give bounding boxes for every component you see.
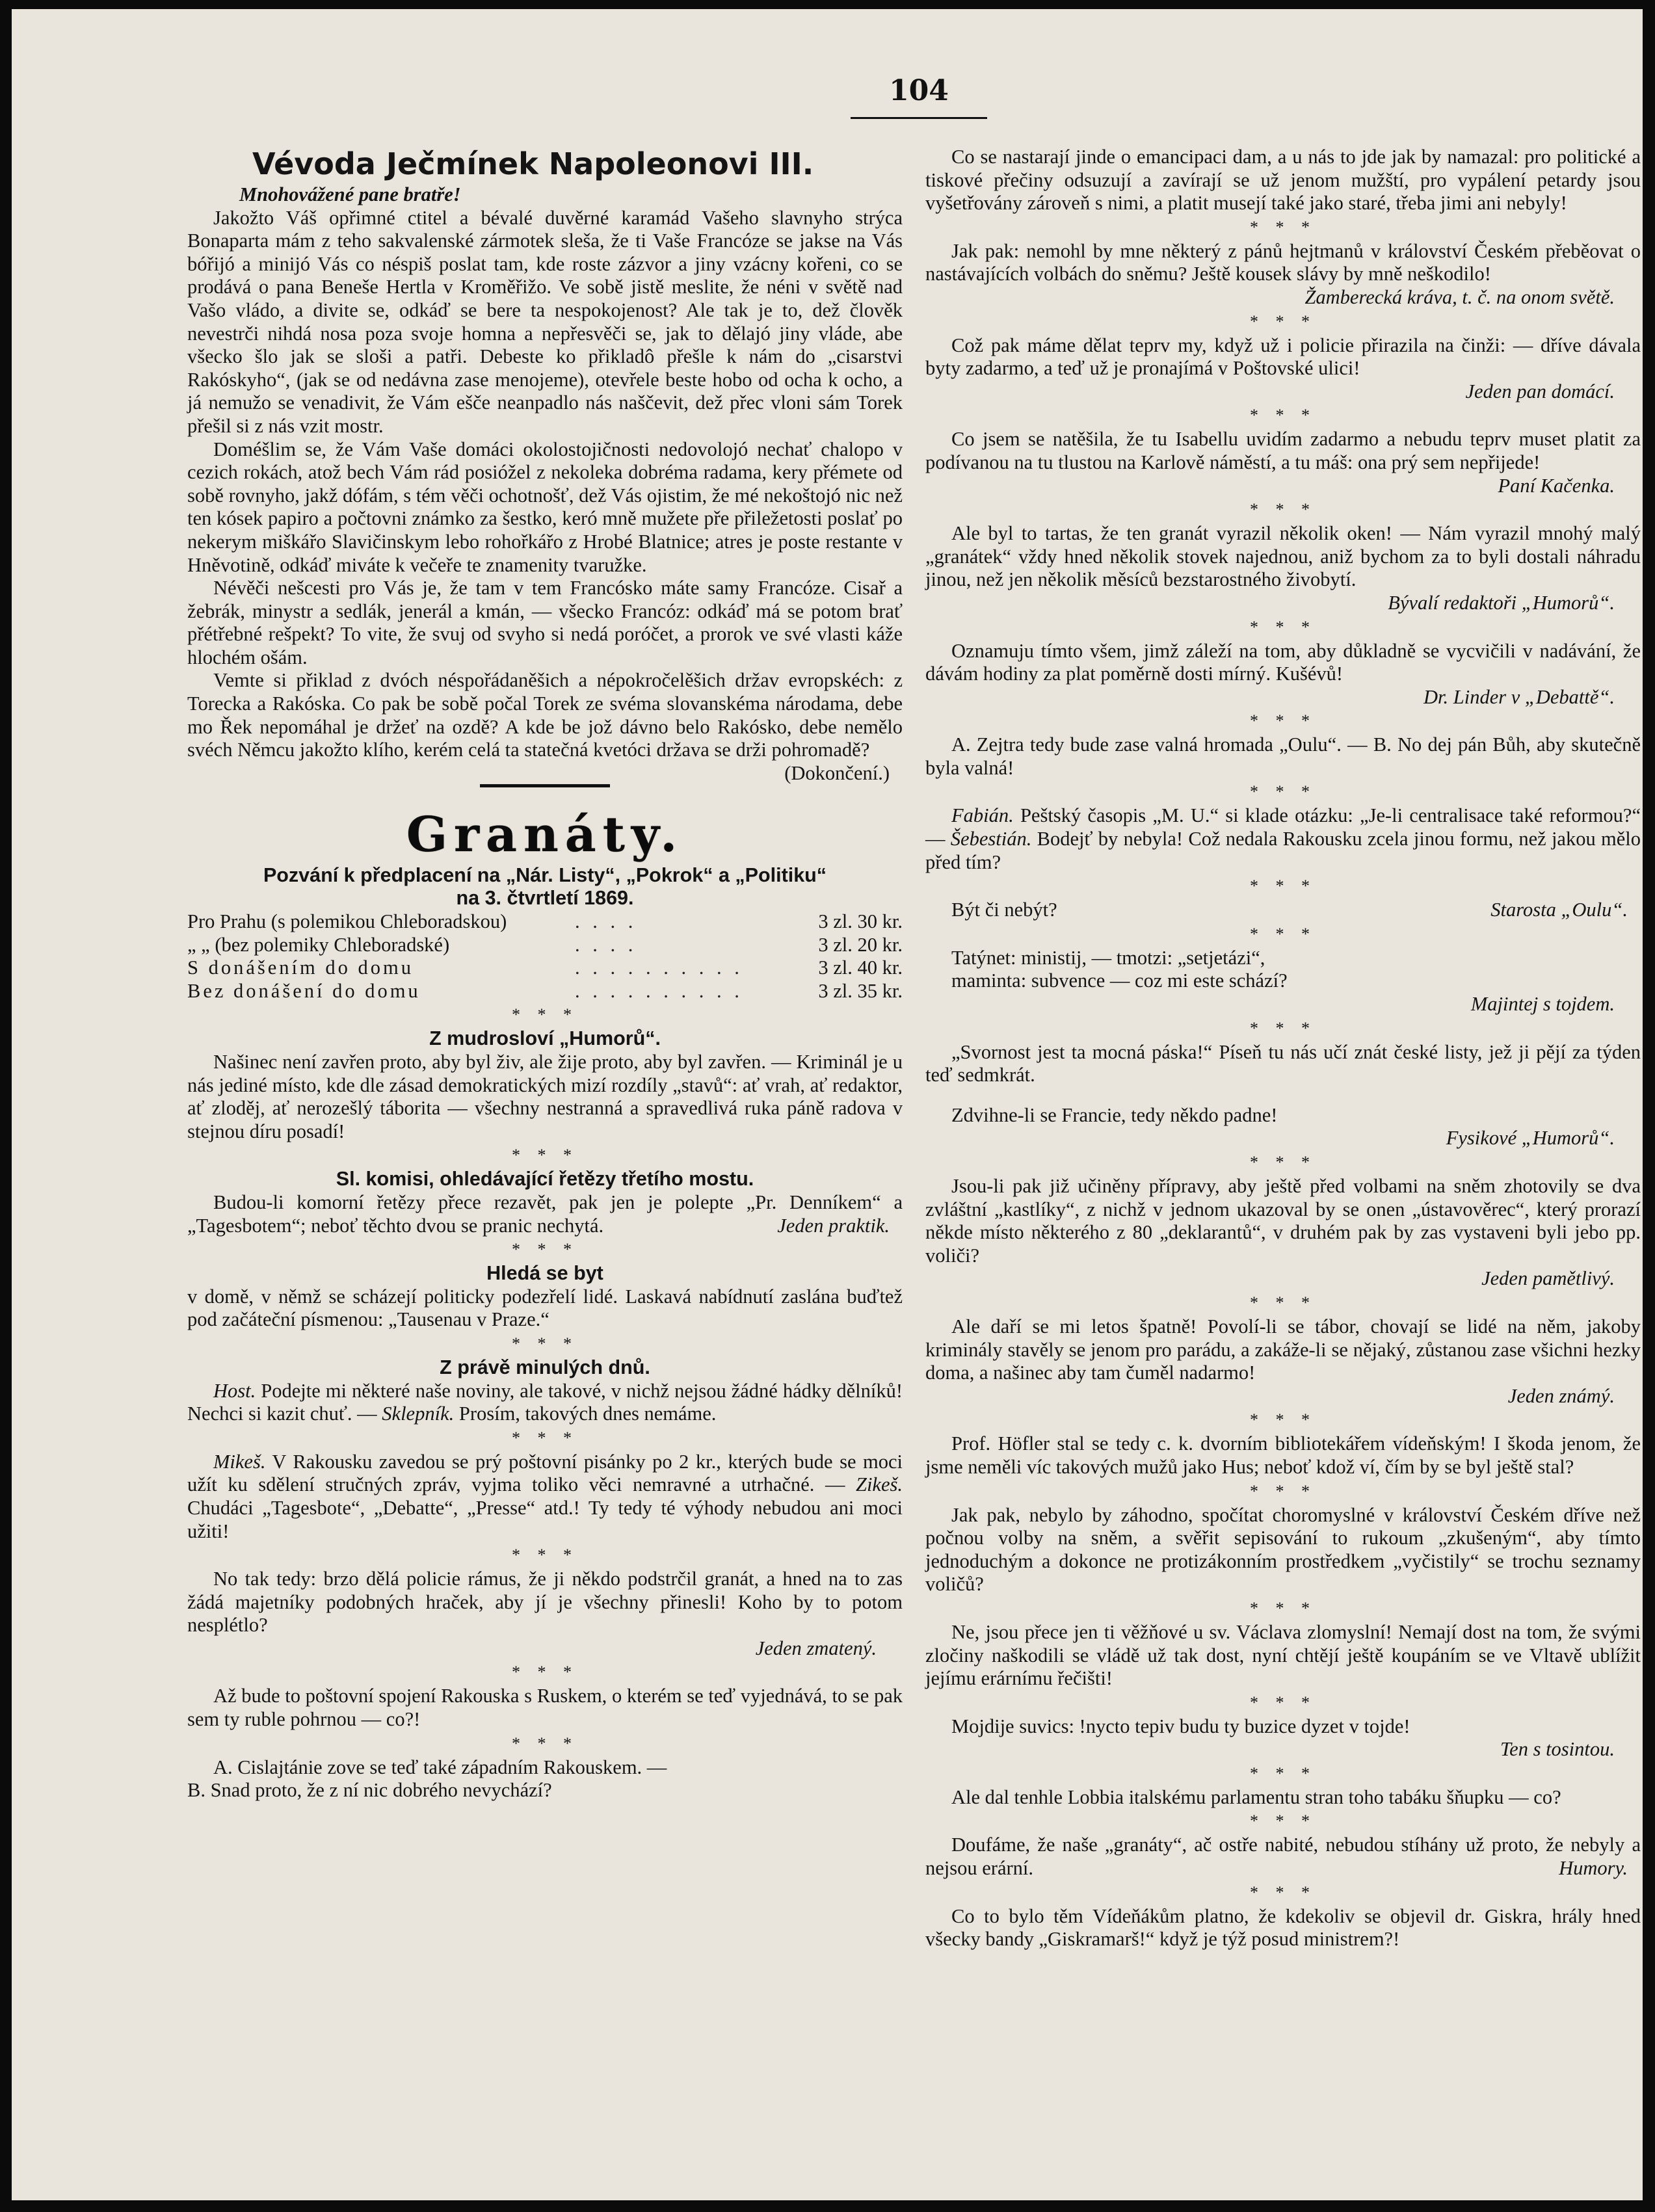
asterism: * * * <box>512 1005 578 1025</box>
page-number: 104 <box>889 74 949 107</box>
item-heading: Sl. komisi, ohledávající řetězy třetího mostu. <box>336 1168 754 1191</box>
item-text: Ale dal tenhle Lobbia italskému parlamentu stran toho tabáku šňupku — co? <box>951 1785 1561 1808</box>
item-text: Být či nebýt? Starosta „Oulu“. <box>925 899 1641 922</box>
page-number-rule <box>851 117 987 119</box>
asterism: * * * <box>1250 311 1316 331</box>
asterism: * * * <box>512 1663 578 1682</box>
item-text: Host. Podejte mi některé naše noviny, ale takové, v nichž nejsou žádné hádky dělníků! Nechci si kazit chuť. — Sklepník. Prosím, takových dnes nemáme. <box>187 1379 903 1425</box>
item-signature: Fysikové „Humorů“. <box>1446 1127 1615 1150</box>
price-dots: . . . . . . . . . . <box>574 956 743 979</box>
item-text: Zdvihne-li se Francie, tedy někdo padne! <box>951 1103 1278 1126</box>
item-text: Prof. Höfler stal se tedy c. k. dvorním bibliotekářem vídeňským! I škoda jenom, že jsme neměli víc takových mužů jako Hus; neboť kdož ví, čím by se byl ještě stal? <box>925 1432 1641 1478</box>
article-conclusion: (Dokončení.) <box>784 761 890 784</box>
item-text: Budou-li komorní řetězy přece rezavět, pak jen je polepte „Pr. Denníkem“ a „Tagesbotem“; neboť těchto dvou se pranic nechytá. Jeden praktik. <box>187 1191 903 1237</box>
item-signature: Starosta „Oulu“. <box>1490 899 1628 921</box>
subscription-heading: Pozvání k předplacení na „Nár. Listy“, „Pokrok“ a „Politiku“ <box>263 863 827 886</box>
asterism: * * * <box>1250 1763 1316 1783</box>
asterism: * * * <box>1250 1882 1316 1902</box>
asterism: * * * <box>1250 1692 1316 1712</box>
asterism: * * * <box>1250 1481 1316 1501</box>
section-separator <box>480 784 610 787</box>
asterism: * * * <box>1250 1018 1316 1038</box>
asterism: * * * <box>1250 1153 1316 1172</box>
asterism: * * * <box>1250 924 1316 943</box>
item-signature: Paní Kačenka. <box>1498 474 1615 497</box>
item-signature: Jeden praktik. <box>777 1214 890 1237</box>
article-paragraph: Vemte si přiklad z dvóch néspořádaněšich a népokročelěšich držav evropskéch: z Torecka a Rakóska. Co pak be sobě počal Torek ze svéma slovanskéma národama, debe mo Řek nepomáhal je držeť na ozdě? A kde be jož dávno belo Rakósko, debe nemělo svéch Němcu jakožto klího, kerém celá ta statečná kvetóci država se drži pohromadě? (Dokončení.) <box>187 669 903 784</box>
article-salutation: Mnohovážené pane bratře! <box>239 183 461 205</box>
item-text: B. Snad proto, že z ní nic dobrého nevychází? <box>187 1779 552 1802</box>
asterism: * * * <box>1250 406 1316 425</box>
speaker: Mikeš. <box>213 1450 266 1473</box>
item-signature: Humory. <box>1559 1857 1628 1880</box>
item-text: Našinec není zavřen proto, aby byl živ, ale žije proto, aby byl zavřen. — Kriminál je u nás jediné místo, kde dle zásad demokratických mizí rozdíly „stavů“: ať vrah, ať redaktor, ať zloděj, ať nerozešlý táborita — všechny nestranná a spravedlivá ruka páně radova v stejnou díru posadí! <box>187 1051 903 1142</box>
price-label: Pro Prahu (s polemikou Chleboradskou) <box>187 910 507 933</box>
item-signature: Ten s tosintou. <box>1500 1738 1615 1761</box>
item-text: Jak pak: nemohl by mne některý z pánů hejtmanů v království Českém přeběovat o nastávajících volbách do sněmu? Ještě kousek slávy by mně neškodilo! <box>925 239 1641 285</box>
price-amount: 3 zl. 30 kr. <box>818 910 903 933</box>
asterism: * * * <box>1250 1598 1316 1618</box>
asterism: * * * <box>512 1146 578 1165</box>
item-text: Což pak máme dělat teprv my, když už i policie přirazila na činži: — dříve dávala byty zadarmo, a teď už je pronajímá v Poštovské ulici! <box>925 334 1641 380</box>
section-title-granaty: Granáty. <box>406 806 684 863</box>
article-title: Vévoda Ječmínek Napoleonovi III. <box>252 146 814 181</box>
asterism: * * * <box>1250 1293 1316 1312</box>
price-dots: . . . . <box>574 910 637 933</box>
price-amount: 3 zl. 20 kr. <box>818 933 903 956</box>
item-text: Ne, jsou přece jen ti věžňové u sv. Václava zlomyslní! Nemají dost na tom, že svými zločiny naškodili se vládě už tak dost, nyní chtějí ještě koupáním se ve Vltavě ublížit jejímu erárnímu řečišti! <box>925 1620 1641 1690</box>
price-row <box>187 910 903 934</box>
price-dots: . . . . . . . . . . <box>574 979 743 1002</box>
item-text: v domě, v němž se scházejí politicky podezřelí lidé. Laskavá nabídnutí zaslána buďtež pod začáteční písmenou: „Tausenau v Praze.“ <box>187 1285 903 1331</box>
article-paragraph: Jakožto Váš opřimné ctitel a bévalé duvěrné karamád Vašeho slavnyho strýca Bonaparta mám z teho sakvalenské zármotek sleša, že ti Vaše Francóze se jakse na Vás bóřijó a minijó Vás co néspiš poslat tam, kde roste zázvor a jiny vzácny kořeni, co se prodává o pana Beneše Hertla v Kroměřižo. Ve sobě jistě meslite, že néni v světě nad Vašo vládo, a divite se, odkáď se bere ta nespokojenost? Ale tak je to, dež člověk nevestrči nihdá nosa poza svoje homna a nepřesvěči se, jak to dělajó jiny vláde, abe všecko šlo jak se sloši a patři. Debeste ko přikladô přešle k nám do „cisarstvi Rakóskyho“, (jak se od nedávna zase menojeme), otevřele beste hobo od ocha k ocho, a já nemužo se venadivit, že Vám ešče neanpadlo nás naščevit, dež přec vloni sám Torek přešil si z nás vzit mostr. <box>187 206 903 437</box>
newspaper-page <box>12 9 1643 2200</box>
speaker: Fabián. <box>951 804 1014 827</box>
item-text: Co jsem se natěšila, že tu Isabellu uvidím zadarmo a nebudu teprv muset platit za podívanou na tu tlustou na Karlově náměstí, a tu máš: ona prý sem nepřijede! <box>925 428 1641 473</box>
price-row <box>187 980 903 1003</box>
price-label: „ „ (bez polemiky Chleboradské) <box>187 933 450 956</box>
item-text: Až bude to poštovní spojení Rakouska s Ruskem, o kterém se teď vyjednává, to se pak sem ty ruble pohrnou — co?! <box>187 1685 903 1731</box>
speaker: Host. <box>213 1379 256 1402</box>
speaker: Šebestián. <box>950 828 1032 850</box>
item-signature: Jeden zmatený. <box>755 1637 877 1659</box>
item-signature: Dr. Linder v „Debattě“. <box>1423 685 1615 708</box>
item-heading: Z právě minulých dnů. <box>440 1356 650 1378</box>
asterism: * * * <box>512 1733 578 1753</box>
subscription-heading-period: na 3. čtvrtletí 1869. <box>456 887 634 910</box>
price-amount: 3 zl. 35 kr. <box>818 979 903 1002</box>
item-text: Ale daří se mi letos špatně! Povolí-li se tábor, chovají se lidé na něm, jakoby kriminály stavěly se jenom pro parádu, a zakáže-li se nějaký, zůstanou zase všichni hezky doma, a našinec aby tam čuměl nadarmo! <box>925 1315 1641 1384</box>
asterism: * * * <box>1250 217 1316 237</box>
price-dots: . . . . <box>574 933 637 956</box>
item-text: A. Zejtra tedy bude zase valná hromada „Oulu“. — B. No dej pán Bůh, aby skutečně byla valná! <box>925 733 1641 779</box>
speaker: Zikeš. <box>855 1473 903 1496</box>
speaker: Sklepník. <box>382 1402 455 1425</box>
asterism: * * * <box>1250 876 1316 896</box>
item-text: No tak tedy: brzo dělá policie rámus, že ji někdo podstrčil granát, a hned na to zas žádá majetníky podobných hraček, aby jí je všechny přinesli! Koho by to potom nesplétlo? <box>187 1568 903 1637</box>
asterism: * * * <box>1250 617 1316 637</box>
item-text: Doufáme, že naše „granáty“, ač ostře nabité, nebudou stíhány už proto, že nebyly a nejsou erární. Humory. <box>925 1834 1641 1880</box>
item-signature: Jeden pan domácí. <box>1465 380 1615 402</box>
price-row <box>187 956 903 980</box>
item-text: Mikeš. V Rakousku zavedou se prý poštovní pisánky po 2 kr., kterých bude se moci užít ku sdělení stručných zpráv, vyjma toliko věci nemravné a utrhačné. — Zikeš. Chudáci „Tagesbote“, „Debatte“, „Presse“ atd.! Ty tedy té výhody nebudou ani moci užiti! <box>187 1450 903 1542</box>
price-list <box>187 910 903 1003</box>
item-signature: Bývalí redaktoři „Humorů“. <box>1388 591 1615 614</box>
asterism: * * * <box>1250 1811 1316 1831</box>
item-text: Fabián. Peštský časopis „M. U.“ si klade otázku: „Je-li centralisace také reformou?“ — Šebestián. Bodejť by nebyla! Což nedala Rakousku zcela jinou formu, než jakou mělo před tím? <box>925 804 1641 873</box>
item-heading: Z mudrosloví „Humorů“. <box>429 1027 661 1050</box>
item-signature: Majintej s tojdem. <box>1470 993 1615 1016</box>
asterism: * * * <box>512 1428 578 1447</box>
item-text: maminta: subvence — coz mi este schází? <box>951 969 1288 992</box>
price-label: S donášením do domu <box>187 956 414 979</box>
asterism: * * * <box>512 1240 578 1259</box>
item-text: Co se nastarají jinde o emancipaci dam, a u nás to jde jak by namazal: pro politické a tiskové přečiny odsuzují a zavírají se už jenom mužští, pro vypálení petardy jsou vyšetřovány zároveň s nimi, a platit musejí také jako staré, třeba jimi ani nebyly! <box>925 146 1641 215</box>
item-text: Jak pak, nebylo by záhodno, spočítat choromyslné v království Českém dříve než počnou volby na sněm, a svěřit sepisování to rukoum „zkušeným“, aby tímto jednoduchým a dokonce ne protizákonním prostředkem „vyčistily“ se trochu seznamy voličů? <box>925 1503 1641 1596</box>
asterism: * * * <box>1250 782 1316 802</box>
asterism: * * * <box>1250 711 1316 731</box>
asterism: * * * <box>1250 1410 1316 1430</box>
item-text: Oznamuju tímto všem, jimž záleží na tom, aby důkladně se vycvičili v nadávání, že dávám hodiny za plat poměrně dosti mírný. Kušévů! <box>925 639 1641 685</box>
item-text: A. Cislajtánie zove se teď také západním Rakouskem. — <box>213 1756 667 1778</box>
article-paragraph: Doméšlim se, že Vám Vaše domáci okolostojičnosti nedovolojó nechať chalopo v cezich rokách, atož bech Vám rád posióžel z nekoleka dobréma radama, kery přémete od sobě rovnyho, jakž dófám, s tém věči ochotnošť, dež Vás ojistim, že mé nekoštojó nic než ten kósek papiro a počtovni známko za šestko, keró mně mužete pře přiležetosti poslať po nekerym miškářo Slavičinskym lebo rohořkářo z Hrobé Blatnice; atres je poste restante v Hněvotině, odkáď miváte k večeře te znamenity tvaružke. <box>187 438 903 576</box>
item-signature: Jeden pamětlivý. <box>1481 1267 1615 1290</box>
left-column <box>187 146 903 1802</box>
item-text: „Svornost jest ta mocná páska!“ Píseň tu nás učí znát české listy, jež ji pějí za týden teď sedmkrát. <box>925 1040 1641 1086</box>
item-heading: Hledá se byt <box>486 1262 603 1285</box>
price-row <box>187 934 903 957</box>
item-text: Co to bylo těm Vídeňákům platno, že kdekoliv se objevil dr. Giskra, hrály hned všecky bandy „Giskramarš!“ když je týž posud ministrem?! <box>925 1904 1641 1951</box>
item-signature: Žamberecká kráva, t. č. na onom světě. <box>1304 285 1615 308</box>
asterism: * * * <box>512 1334 578 1353</box>
item-signature: Jeden známý. <box>1507 1384 1615 1407</box>
article-paragraph: Névěči nešcesti pro Vás je, že tam v tem Francósko máte samy Francóze. Cisař a žebrák, minystr a sedlák, jenerál a kmán, — všecko Francóz: odkáď má se potom brať přétřebné rešpekt? To vite, že svuj od svyho si nedá poróčet, a prorok ve své vlasti káže hlochém ošám. <box>187 577 903 668</box>
item-text: Ale byl to tartas, že ten granát vyrazil několik oken! — Nám vyrazil mnohý malý „granátek“ vždy hned několik stovek najednou, aniž bychom za to byli dostali náhradu jinou, než jen několik měsíců bezstarostného živobytí. <box>925 522 1641 591</box>
item-text: Jsou-li pak již učiněny přípravy, aby ještě před volbami na sněm zhotovily se dva zvláštní „kastlíky“, z nichž v jednom ukazoval by se onen „ústavověrec“, který prorazí někde místo některého z 80 „deklarantů“, v druhém pak by zas vystaveni byli jebo pp. voliči? <box>925 1175 1641 1267</box>
asterism: * * * <box>1250 500 1316 520</box>
price-label: Bez donášení do domu <box>187 979 421 1002</box>
price-amount: 3 zl. 40 kr. <box>818 956 903 979</box>
item-text: Tatýnet: ministij, — tmotzi: „setjetázi“, <box>951 946 1265 969</box>
item-text: Mojdije suvics: ǃnycto tepiv budu ty buzice dyzet v tojde! <box>951 1715 1410 1737</box>
right-column <box>925 146 1641 1951</box>
spacer <box>925 1087 1641 1104</box>
asterism: * * * <box>512 1546 578 1565</box>
